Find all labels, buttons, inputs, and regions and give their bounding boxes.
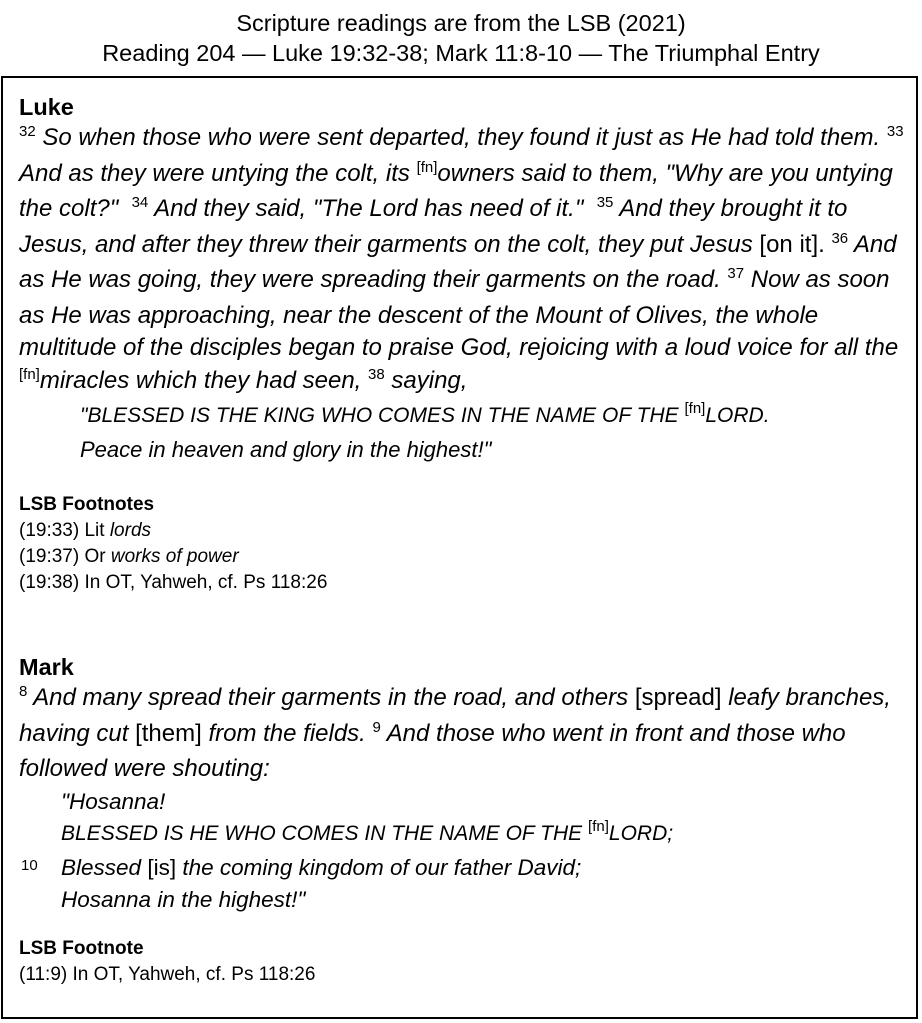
quote-text: Blessed [61,854,142,880]
mark-quote [19,786,909,916]
quote-line [19,852,909,884]
quote-text: BLESSED IS HE WHO COMES IN THE NAME OF THE [61,821,583,845]
quote-line [80,400,909,434]
footnote-item: (11:9) In OT, Yahweh, cf. Ps 118:26 [19,963,316,985]
header-line-1: Scripture readings are from the LSB (2021) [236,10,686,36]
footnote-ref: (19:37) Or [19,546,106,567]
quote-text: the coming kingdom of our father David; [182,854,582,880]
luke-passage [19,122,909,400]
verse-text: And they said, "The Lord has need of it." [154,195,584,222]
footnote-marker[interactable]: [fn] [416,158,438,176]
footnote-item [19,544,909,570]
luke-title: Luke [19,94,74,120]
added-words: [spread] [634,684,722,711]
reading-content [19,92,909,988]
quote-text: "BLESSED IS THE KING WHO COMES IN THE NAME OF THE [80,404,679,427]
verse-number: 35 [596,194,614,211]
mark-title: Mark [19,654,74,680]
verse-number: 32 [19,123,36,140]
footnote-ref: (19:33) Lit [19,520,105,541]
verse-number: 34 [131,194,149,211]
verse-text: And as He was going, they were spreading their garments on the road. [19,230,897,293]
quote-line: Hosanna in the highest!" [61,886,306,912]
quote-line: Peace in heaven and glory in the highest!" [80,437,492,462]
footnote-ref: (19:38) In OT, Yahweh, cf. Ps 118:26 [19,572,328,593]
footnote-marker[interactable]: [fn] [588,817,609,835]
luke-footnotes-title: LSB Footnotes [19,494,155,515]
verse-text: And those who went in front and those who followed were shouting: [19,719,846,782]
footnote-item [19,518,909,544]
footnote-em: works of power [110,546,239,567]
verse-text: Now as soon as He was approaching, near the descent of the Mount of Olives, the whole multitude of the disciples began to praise God, rejoicing with a loud voice for all the [19,266,899,361]
verse-number: 9 [372,718,381,736]
page-header [0,8,922,68]
verse-number: 10 [21,856,38,874]
added-words: [is] [147,854,177,880]
quote-line [19,818,909,852]
verse-text: leafy branches, having cut [19,684,891,747]
added-words: [on it]. [759,230,825,258]
verse-number: 38 [368,365,385,383]
footnote-marker[interactable]: [fn] [19,365,40,383]
verse-text: And they brought it to Jesus, and after they threw their garments on the colt, they put Jesus [19,195,848,258]
footnote-marker[interactable]: [fn] [684,400,706,417]
verse-text: miracles which they had seen, [39,366,362,394]
verse-text: And as they were untying the colt, its [19,159,410,187]
quote-text: LORD. [705,404,770,427]
verse-number: 36 [831,229,849,247]
verse-text: And many spread their garments in the road, and others [33,684,629,711]
mark-footnote-title: LSB Footnote [19,937,144,959]
luke-quote [19,400,909,466]
verse-text: owners said to them, "Why are you untying the colt?" [19,159,893,222]
quote-line: "Hosanna! [61,788,166,814]
verse-text: from the fields. [208,719,366,747]
header-line-2: Reading 204 — Luke 19:32-38; Mark 11:8-10 — The Triumphal Entry [102,40,820,66]
footnote-em: lords [109,520,152,541]
verse-number: 37 [727,265,745,282]
quote-text: LORD; [608,821,674,845]
verse-text: saying, [391,366,468,394]
reading-box [1,76,918,1019]
mark-passage [19,682,909,786]
verse-number: 8 [19,683,28,700]
verse-number: 33 [886,123,904,140]
footnote-item [19,570,909,596]
added-words: [them] [135,719,202,747]
verse-text: So when those who were sent departed, they found it just as He had told them. [42,124,881,151]
